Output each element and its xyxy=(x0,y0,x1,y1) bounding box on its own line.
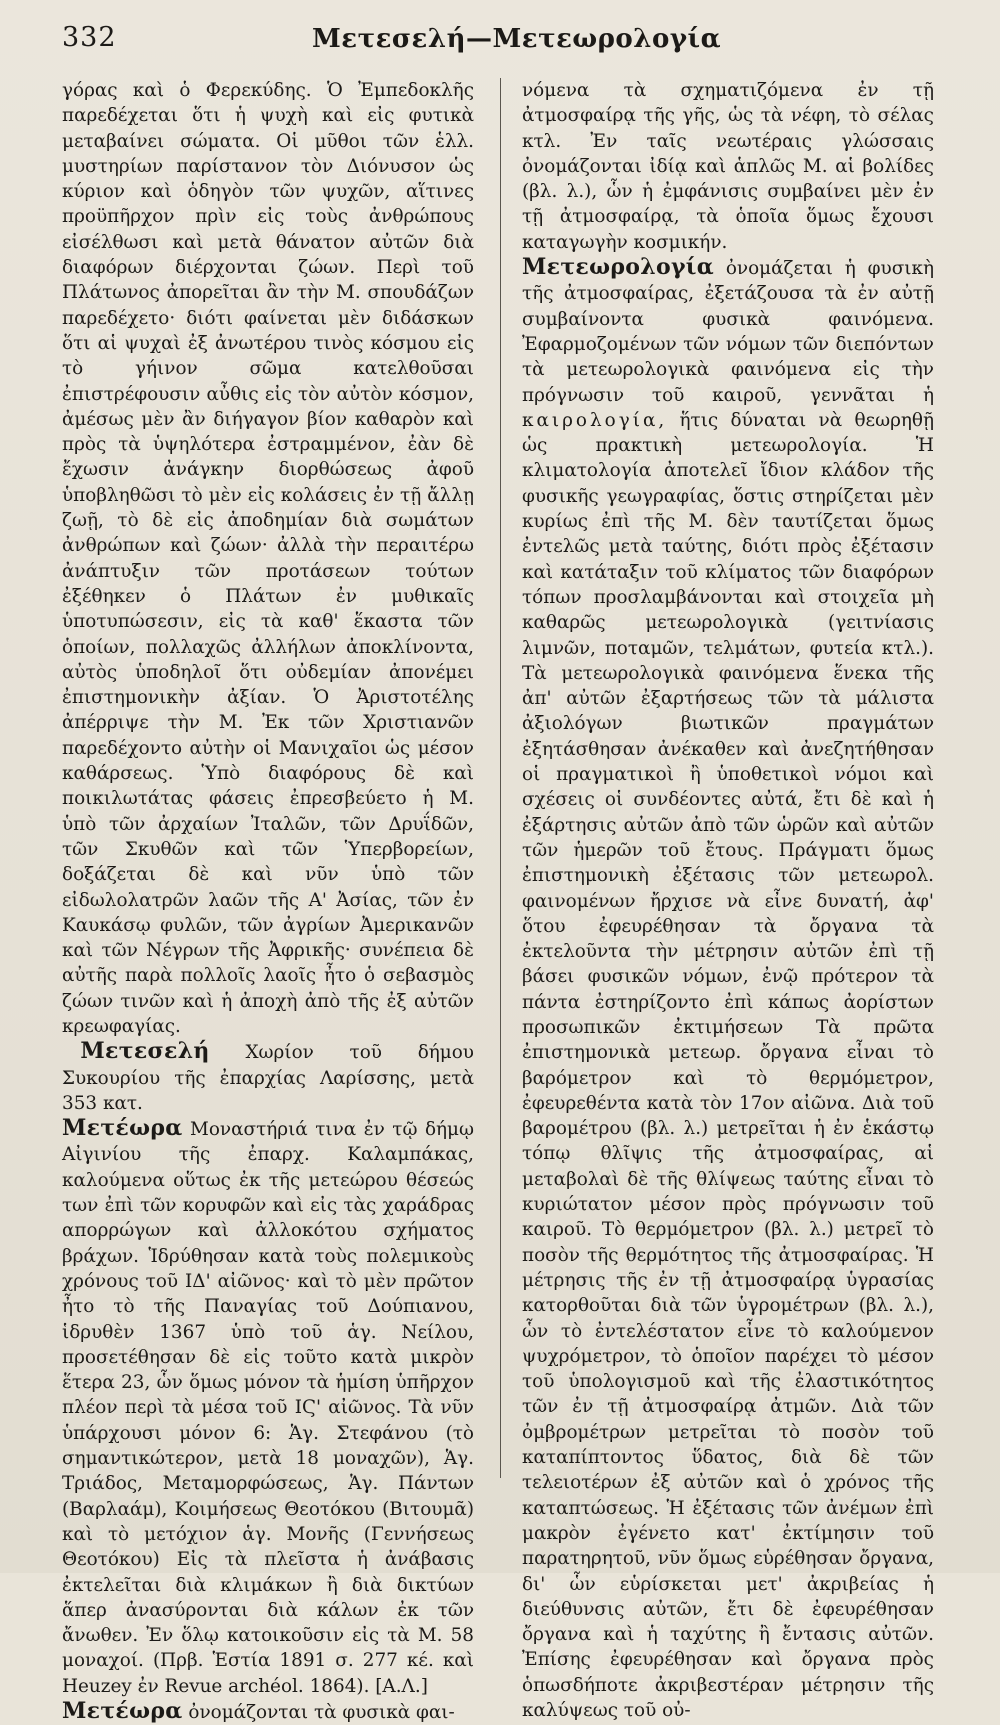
entry-headword: Μετεσελή xyxy=(80,1038,210,1065)
page-number: 332 xyxy=(62,22,117,53)
text-columns xyxy=(52,78,938,1724)
entry-continuation xyxy=(522,78,934,255)
entry-text: Μοναστήριά τινα ἐν τῷ δήμῳ Αἰγινίου τῆς ἐπαρχ. Καλαμπάκας, καλούμενα οὕτως ἐκ τῆς μετεώρου θέσεώς των ἐπὶ τῶν κορυφῶν καὶ εἰς τὰς χαράδρας απορρώγων καὶ ἀλλοκότου σχήματος βράχων. Ἱδρύθησαν κατὰ τοὺς πολεμικοὺς χρόνους τοῦ ΙΔ' αἰῶνος· καὶ τὸ μὲν πρῶτον ἦτο τὸ τῆς Παναγίας τοῦ Δούπιανου, ἱδρυθὲν 1367 ὑπὸ τοῦ ἁγ. Νείλου, προσετέθησαν δὲ εἰς τοῦτο κατὰ μικρὸν ἕτερα 23, ὧν ὅμως μόνον τὰ ἡμίση ὑπῆρχον πλέον περὶ τὰ μέσα τοῦ ΙϚ' αἰῶνος. Τὰ νῦν ὑπάρχουσι μόνον 6: Ἁγ. Στεφάνου (τὸ σημαντικώτερον, μετὰ 18 μοναχῶν), Ἁγ. Τριάδος, Μεταμορφώσεως, Ἁγ. Πάντων (Βαρλαάμ), Κοιμήσεως Θεοτόκου (Βιτουμᾶ) καὶ τὸ μετόχιον ἁγ. Μονῆς (Γεννήσεως Θεοτόκου) Εἰς τὰ πλεῖστα ἡ ἀνάβασις ἐκτελεῖται διὰ κλιμάκων ἢ διὰ δικτύων ἅπερ ἀνασύρονται διὰ κάλων ἐκ τῶν ἄνωθεν. Ἐν ὅλῳ κατοικοῦσιν εἰς τὰ Μ. 58 μοναχοί. (Πρβ. Ἑστία 1891 σ. 277 κέ. καὶ Heuzey ἐν Revue archéol. 1864). [Α.Λ.] xyxy=(62,1119,474,1697)
entry-meteseli xyxy=(62,1039,474,1116)
entry-headword: Μετεωρολογία xyxy=(522,254,714,281)
entry-headword: Μετέωρα xyxy=(62,1698,183,1724)
spaced-term: καιρολογία, xyxy=(522,409,668,431)
entry-text: ὀνομάζεται ἡ φυσικὴ τῆς ἀτμοσφαίρας, ἐξετάζουσα τὰ ἐν αὐτῇ συμβαίνοντα φυσικὰ φαινόμενα. Ἐφαρμοζομένων τῶν νόμων τῶν διεπόντων τὰ μετεωρολογικὰ φαινόμενα εἰς τὴν πρόγνωσιν τοῦ καιροῦ, γεννᾶται ἡ xyxy=(522,258,934,406)
entry-text: γόρας καὶ ὁ Φερεκύδης. Ὁ Ἐμπεδοκλῆς παρεδέχεται ὅτι ἡ ψυχὴ καὶ εἰς φυτικὰ μεταβαίνει σώματα. Οἱ μῦθοι τῶν ἑλλ. μυστηρίων παρίστανον τὸν Διόνυσον ὡς κύριον καὶ ὁδηγὸν τῶν ψυχῶν, αἵτινες προϋπῆρχον πρὶν εἰς τοὺς ἀνθρώπους εἰσέλθωσι καὶ μετὰ θάνατον αὐτῶν διὰ διαφόρων διέρχονται ζώων. Περὶ τοῦ Πλάτωνος ἀπορεῖται ἂν τὴν Μ. σπουδάζων παρεδέχετο· διότι φαίνεται μὲν διδάσκων ὅτι αἱ ψυχαὶ ἐξ ἀνωτέρου τινὸς κόσμου εἰς τὸ γήινον σῶμα κατελθοῦσαι ἐπιστρέφουσιν αὖθις εἰς τὸν αὐτὸν κόσμον, ἀμέσως μὲν ἂν διήγαγον βίον καθαρὸν καὶ πρὸς τὰ ὑψηλότερα ἐστραμμένον, ἐὰν δὲ ἔχωσιν ἀνάγκην διορθώσεως ἀφοῦ ὑποβληθῶσι τὸ μὲν εἰς κολάσεις ἐν τῇ ἄλλῃ ζωῇ, τὸ δὲ εἰς ἀποδημίαν διὰ σωμάτων ἀνθρώπων καὶ ζώων· ἀλλὰ τὴν περαιτέρω ἀνάπτυξιν τῶν προτάσεων τούτων ἐξέθηκεν ὁ Πλάτων ἐν μυθικαῖς ὑποτυπώσεσιν, εἰς τὰ καθ' ἕκαστα τῶν ὁποίων, πολλαχῶς ἀλλήλων ἀποκλίνοντα, αὐτὸς ὑποδηλοῖ ὅτι οὐδεμίαν ἀπονέμει ἐπιστημονικὴν ἀξίαν. Ὁ Ἀριστοτέλης ἀπέρριψε τὴν Μ. Ἐκ τῶν Χριστιανῶν παρεδέχοντο αὐτὴν οἱ Μανιχαῖοι ὡς μέσον καθάρσεως. Ὑπὸ διαφόρους δὲ καὶ ποικιλωτάτας φάσεις ἐπρεσβεύετο ἡ Μ. ὑπὸ τῶν ἀρχαίων Ἰταλῶν, τῶν Δρυΐδῶν, τῶν Σκυθῶν καὶ τῶν Ὑπερβορείων, δοξάζεται δὲ καὶ νῦν ὑπὸ τῶν εἰδωλολατρῶν λαῶν τῆς Α' Ἀσίας, τῶν ἐν Καυκάσῳ φυλῶν, τῶν ἀγρίων Ἀμερικανῶν καὶ τῶν Νέγρων τῆς Ἀφρικῆς· συνέπεια δὲ αὐτῆς παρὰ πολλοῖς λαοῖς ἦτο ὁ σεβασμὸς ζώων τινῶν καὶ ἡ ἀποχὴ ἀπὸ τῆς ἐξ αὐτῶν κρεωφαγίας. xyxy=(62,80,474,1037)
entry-text: Χωρίον τοῦ δήμου Συκουρίου τῆς ἐπαρχίας Λαρίσσης, μετὰ 353 κατ. xyxy=(62,1042,474,1114)
entry-headword: Μετέωρα xyxy=(62,1115,183,1142)
left-column xyxy=(62,78,474,1724)
entry-text: ἥτις δύναται νὰ θεωρηθῇ ὡς πρακτικὴ μετεωρολογία. Ἡ κλιματολογία ἀποτελεῖ ἴδιον κλάδον τῆς φυσικῆς γεωγραφίας, ὅστις στηρίζεται μὲν κυρίως ἐπὶ τῆς Μ. δὲν ταυτίζεται ὅμως ἐντελῶς μετὰ ταύτης, διότι πρὸς ἐξέτασιν καὶ κατάταξιν τοῦ κλίματος τῶν διαφόρων τόπων προσλαμβάνονται καὶ στοιχεῖα μὴ καθαρῶς μετεωρολογικὰ (γειτνίασις λιμνῶν, ποταμῶν, τελμάτων, φυτεία κτλ.). Τὰ μετεωρολογικὰ φαινόμενα ἕνεκα τῆς ἀπ' αὐτῶν ἐξαρτήσεως τῶν τὰ μάλιστα ἀξιολόγων βιωτικῶν πραγμάτων ἐξητάσθησαν ἀνέκαθεν καὶ ἀνεζητήθησαν οἱ πραγματικοὶ ἢ ὑποθετικοὶ νόμοι καὶ σχέσεις οἱ συνδέοντες αὐτά, ἔτι δὲ καὶ ἡ ἐξάρτησις αὐτῶν ἀπὸ τῶν ὡρῶν καὶ αὐτῶν τῶν ἡμερῶν τοῦ ἔτους. Πράγματι ὅμως ἐπιστημονικὴ ἐξέτασις τῶν μετεωρολ. φαινομένων ἤρχισε νὰ εἶνε δυνατή, ἀφ' ὅτου ἐφευρέθησαν τὰ ὄργανα τὰ ἐκτελοῦντα τὴν μέτρησιν αὐτῶν ἐπὶ τῇ βάσει φυσικῶν νόμων, ἐνῷ πρότερον τὰ πάντα ἐστηρίζοντο ἐπὶ κάπως ἀορίστων προσωπικῶν ἐκτιμήσεων Τὰ πρῶτα ἐπιστημονικὰ μετεωρ. ὄργανα εἶναι τὸ βαρόμετρον καὶ τὸ θερμόμετρον, ἐφευρεθέντα κατὰ τὸν 17ον αἰῶνα. Διὰ τοῦ βαρομέτρου (βλ. λ.) μετρεῖται ἡ ἐν ἑκάστῳ τόπῳ θλῖψις τῆς ἀτμοσφαίρας, αἱ μεταβολαὶ δὲ τῆς θλίψεως ταύτης εἶναι τὸ κυριώτατον μέσον πρὸς πρόγνωσιν τοῦ καιροῦ. Τὸ θερμόμετρον (βλ. λ.) μετρεῖ τὸ ποσὸν τῆς θερμότητος τῆς ἀτμοσφαίρας. Ἡ μέτρησις τῆς ἐν τῇ ἀτμοσφαίρᾳ ὑγρασίας κατορθοῦται διὰ τῶν ὑγρομέτρων (βλ. λ.), ὧν τὸ ἐντελέστατον εἶνε τὸ καλούμενον ψυχρόμετρον, τὸ ὁποῖον παρέχει τὸ μέσον τοῦ ὑπολογισμοῦ καὶ τῆς ἐλαστικότητος τῶν ἐν τῇ ἀτμοσφαίρᾳ ἀτμῶν. Διὰ τῶν ὀμβρομέτρων μετρεῖται τὸ ποσὸν τοῦ καταπίπτοντος ὕδατος, διὰ δὲ τῶν τελειοτέρων ἐξ αὐτῶν καὶ ὁ χρόνος τῆς καταπτώσεως. Ἡ ἐξέτασις τῶν ἀνέμων ἐπὶ μακρὸν ἐγένετο κατ' ἐκτίμησιν τοῦ παρατηρητοῦ, νῦν ὅμως εὑρέθησαν ὄργανα, δι' ὧν εὑρίσκεται μετ' ἀκριβείας ἡ διεύθυνσις αὐτῶν, ἔτι δὲ ἐφευρέθησαν ὄργανα καὶ ἡ ταχύτης ἢ ἔντασις αὐτῶν. Ἐπίσης ἐφευρέθησαν καὶ ὄργανα πρὸς ὁπωσδήποτε ἀκριβεστέραν μέτρησιν τῆς καλύψεως τοῦ οὐ- xyxy=(522,409,934,1721)
entry-meteora-phenomena xyxy=(62,1699,474,1725)
entry-text: ὀνομάζονται τὰ φυσικὰ φαι- xyxy=(188,1702,455,1723)
entry-meteorologia xyxy=(522,255,934,1723)
page-header xyxy=(62,18,932,62)
right-column xyxy=(522,78,934,1721)
entry-continuation xyxy=(62,78,474,1039)
entry-meteora xyxy=(62,1116,474,1699)
running-head: Μετεσελή—Μετεωρολογία xyxy=(312,24,722,54)
entry-text: νόμενα τὰ σχηματιζόμενα ἐν τῇ ἀτμοσφαίρᾳ τῆς γῆς, ὡς τὰ νέφη, τὸ σέλας κτλ. Ἐν ταῖς νεωτέραις γλώσσαις ὀνομάζονται ἰδίᾳ καὶ ἁπλῶς Μ. αἱ βολίδες (βλ. λ.), ὧν ἡ ἐμφάνισις συμβαίνει μὲν ἐν τῇ ἀτμοσφαίρᾳ, τὰ ὁποῖα ὅμως ἔχουσι καταγωγὴν κοσμικήν. xyxy=(522,80,934,253)
column-divider xyxy=(500,78,501,1478)
